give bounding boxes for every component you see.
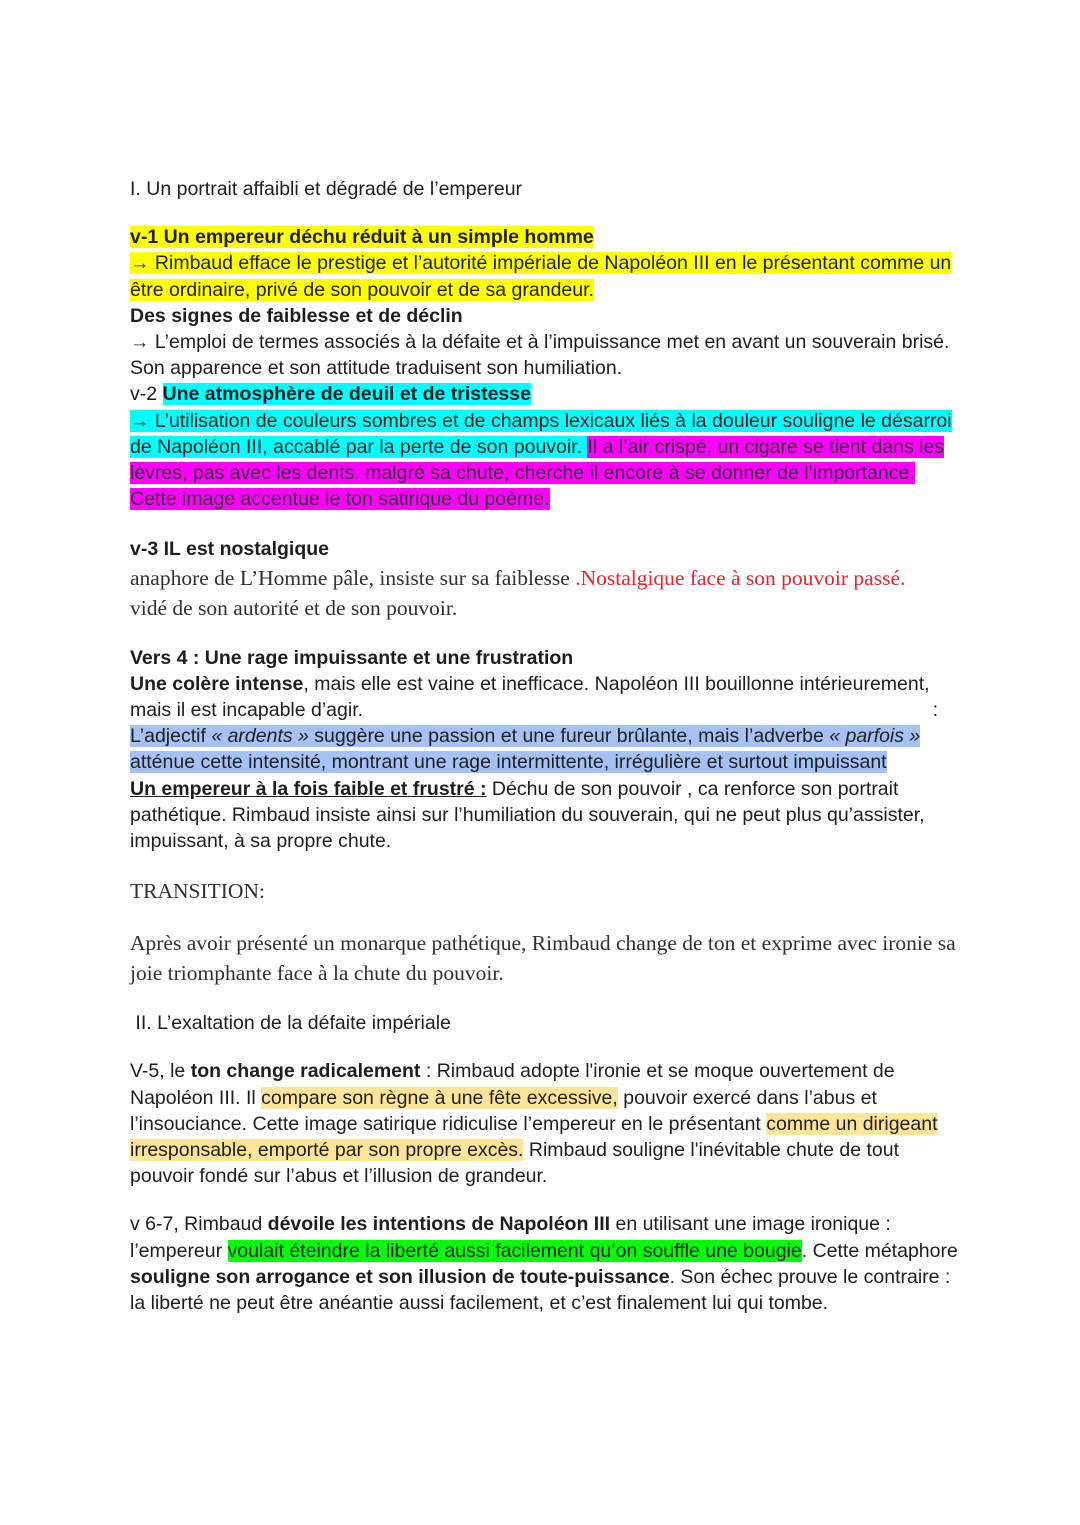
v3-text-a: anaphore de L’Homme pâle, insiste sur sa faiblesse (130, 565, 576, 590)
v4-text: , mais elle est vaine et inefficace. Napoléon III bouillonne intérieurement, mais il est incapable d’agir. (130, 672, 930, 722)
transition-label: TRANSITION: (130, 879, 265, 904)
v67-paragraph (130, 1211, 960, 1316)
v5-b: : Rimbaud adopte l'ironie et se moque ouvertement de Napoléon III. Il (130, 1060, 895, 1109)
decline-heading: Des signes de faiblesse et de déclin (130, 304, 463, 327)
v1-heading: v-1 Un empereur déchu réduit à un simple homme (130, 226, 594, 249)
v2-text-b: Il a l’air crispé, un cigare se tient dans les lèvres, pas avec les dents. malgré sa chute, cherche il encore à se donner de l’importance. Cette image accentue le ton satirique du poème. (130, 435, 945, 511)
v4-colon: : (932, 699, 938, 722)
v1-paragraph (130, 224, 960, 303)
v67-a: v 6-7, Rimbaud (130, 1213, 268, 1236)
v3-text-b: vidé de son autorité et de son pouvoir. (130, 595, 458, 620)
v67-d: . Son échec prouve le contraire : la liberté ne peut être anéantie aussi facilement, et c’est finalement lui qui tombe. (130, 1265, 951, 1315)
v4-underlined: Un empereur à la fois faible et frustré : (130, 777, 487, 800)
v4-adj-c: atténue cette intensité, montrant une rage intermittente, irrégulière et surtout impuissant (130, 751, 887, 774)
document-page (130, 176, 960, 1316)
v1-text: → Rimbaud efface le prestige et l’autorité impériale de Napoléon III en le présentant comme un être ordinaire, privé de son pouvoir et de sa grandeur. (130, 252, 952, 301)
v4-adj-b: suggère une passion et une fureur brûlante, mais l’adverbe (308, 725, 830, 748)
v67-b: en utilisant une image ironique : l’empereur (130, 1213, 891, 1262)
v3-text (130, 563, 960, 623)
v4-adjective-text (130, 725, 920, 773)
v67-bold-1: dévoile les intentions de Napoléon III (267, 1213, 611, 1236)
v3-paragraph (130, 536, 960, 562)
v5-highlight-1: compare son règne à une fête excessive, (261, 1086, 618, 1109)
v4-end: Déchu de son pouvoir , ca renforce son portrait pathétique. Rimbaud insiste ainsi sur l’humiliation du souverain, qui ne peut plus qu’assister, impuissant, à sa propre chute. (130, 777, 925, 853)
v4-adj-italic-1: « ardents » (211, 725, 309, 748)
section-2-title (130, 1010, 960, 1036)
v4-bold: Une colère intense (130, 672, 304, 695)
v5-a: V-5, le (130, 1060, 191, 1083)
v5-paragraph (130, 1058, 960, 1189)
v67-c: . Cette métaphore (801, 1239, 958, 1262)
v5-bold: ton change radicalement (190, 1060, 421, 1083)
v3-heading: v-3 IL est nostalgique (130, 538, 330, 561)
v4-paragraph (130, 645, 960, 855)
decline-text: → L’emploi de termes associés à la défaite et à l’impuissance met en avant un souverain brisé. Son apparence et son attitude traduisent son humiliation. (130, 331, 950, 380)
v3-text-red: .Nostalgique face à son pouvoir passé. (575, 565, 906, 590)
v2-prefix: v-2 (130, 383, 163, 406)
v4-adj-italic-2: « parfois » (829, 725, 921, 748)
section-2-title-text: II. L’exaltation de la défaite impériale (135, 1012, 451, 1035)
v67-bold-2: souligne son arrogance et son illusion de toute-puissance (130, 1265, 670, 1288)
v5-highlight-2: comme un dirigeant irresponsable, emporté par son propre excès. (130, 1112, 938, 1162)
transition-text: Après avoir présenté un monarque pathétique, Rimbaud change de ton et exprime avec ironie sa joie triomphante face à la chute du pouvoir. (130, 931, 956, 986)
v2-paragraph (130, 381, 960, 512)
v5-c: pouvoir exercé dans l’abus et l’insouciance. Cette image satirique ridiculise l’empereur en le présentant (130, 1086, 877, 1135)
v5-d: Rimbaud souligne l'inévitable chute de tout pouvoir fondé sur l’abus et l’illusion de grandeur. (130, 1139, 900, 1188)
decline-paragraph (130, 303, 960, 382)
v67-highlight: voulait éteindre la liberté aussi facilement qu’on souffle une bougie (227, 1239, 802, 1262)
v4-heading: Vers 4 : Une rage impuissante et une frustration (130, 646, 574, 669)
v2-heading: Une atmosphère de deuil et de tristesse (162, 383, 531, 406)
v4-adj-a: L’adjectif (130, 725, 212, 748)
section-1-title: I. Un portrait affaibli et dégradé de l’empereur (130, 178, 523, 200)
v2-text-a: → L’utilisation de couleurs sombres et de champs lexicaux liés à la douleur souligne le désarroi de Napoléon III, accablé par la perte de son pouvoir. (130, 409, 952, 458)
